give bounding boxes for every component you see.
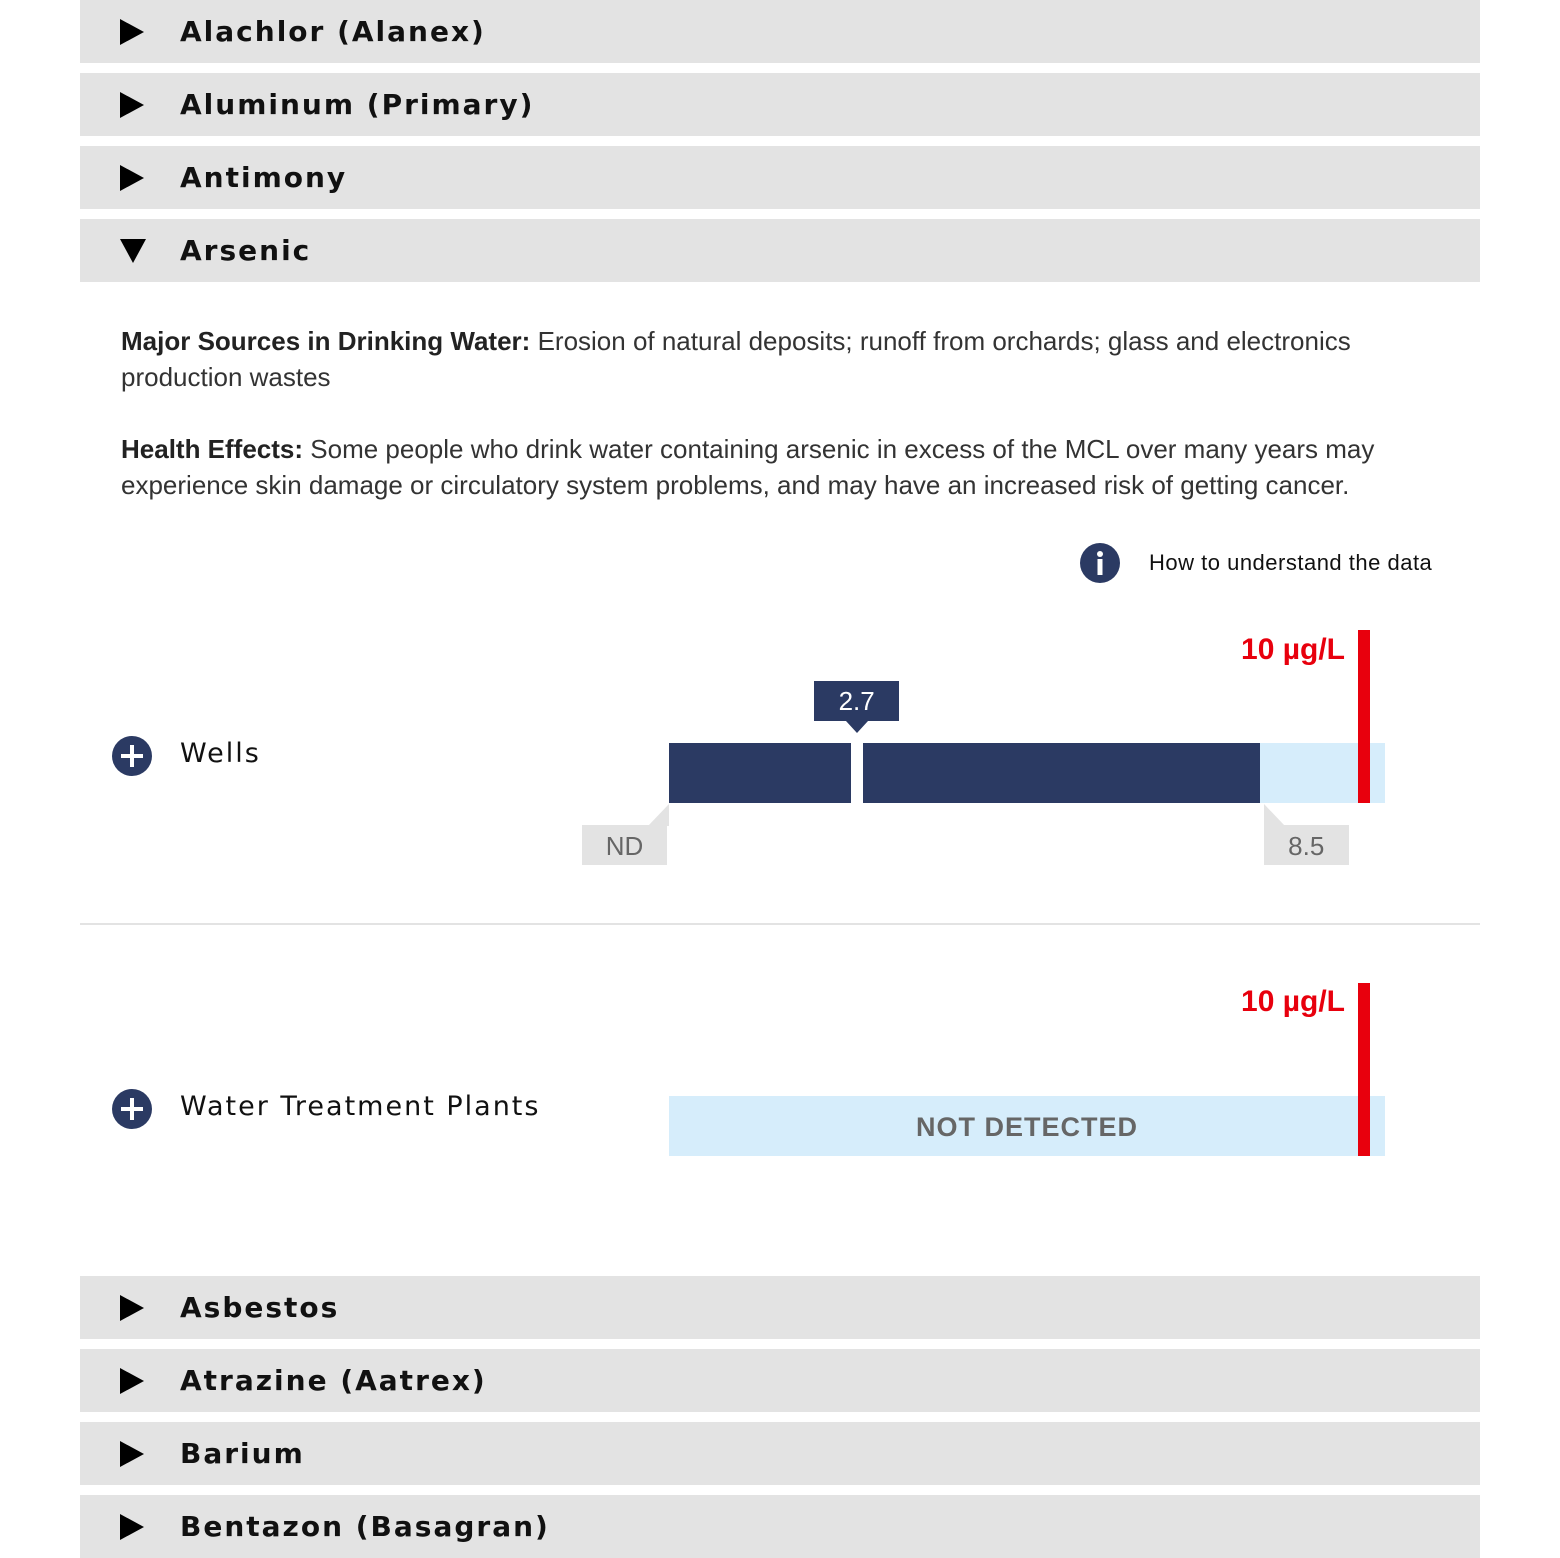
triangle-down-icon: [120, 239, 146, 263]
min-label: ND: [582, 825, 667, 865]
row-label: Wells: [180, 738, 261, 769]
health-effects-label: Health Effects:: [121, 434, 304, 464]
triangle-right-icon: [120, 165, 144, 191]
triangle-right-icon: [120, 19, 144, 45]
mcl-label: 10 µg/L: [1241, 633, 1345, 666]
triangle-right-icon: [120, 1514, 144, 1540]
accordion-title: Arsenic: [180, 234, 312, 267]
max-label: 8.5: [1264, 825, 1349, 865]
row-divider: [80, 923, 1480, 925]
median-label: 2.7: [814, 681, 899, 721]
accordion-header-bentazon[interactable]: [80, 1495, 1480, 1558]
median-marker: [851, 743, 863, 803]
major-sources-text: [121, 323, 1441, 395]
mcl-line: [1358, 630, 1370, 803]
accordion-header-barium[interactable]: [80, 1422, 1480, 1485]
accordion-title: Antimony: [180, 161, 348, 194]
accordion-header-antimony[interactable]: [80, 146, 1480, 209]
major-sources-label: Major Sources in Drinking Water:: [121, 326, 531, 356]
max-flag: [1264, 804, 1285, 826]
triangle-right-icon: [120, 1368, 144, 1394]
range-bar: [669, 743, 1260, 803]
accordion-title: Alachlor (Alanex): [180, 15, 486, 48]
accordion-header-atrazine[interactable]: [80, 1349, 1480, 1412]
not-detected-label: NOT DETECTED: [915, 1112, 1138, 1142]
accordion-header-asbestos[interactable]: [80, 1276, 1480, 1339]
accordion-title: Atrazine (Aatrex): [180, 1364, 487, 1397]
accordion-title: Bentazon (Basagran): [180, 1510, 550, 1543]
mcl-line: [1358, 983, 1370, 1156]
accordion-title: Barium: [180, 1437, 305, 1470]
accordion-title: Asbestos: [180, 1291, 340, 1324]
accordion-header-alachlor[interactable]: [80, 0, 1480, 63]
accordion-header-aluminum[interactable]: [80, 73, 1480, 136]
how-to-understand-text: How to understand the data: [1149, 550, 1433, 575]
row-label: Water Treatment Plants: [180, 1091, 541, 1122]
triangle-right-icon: [120, 1295, 144, 1321]
min-flag: [648, 804, 669, 826]
major-sources-value: Erosion of natural deposits; runoff from orchards; glass and electronics production wastes: [121, 326, 1351, 392]
accordion-title: Aluminum (Primary): [180, 88, 535, 121]
plus-icon: [110, 1087, 154, 1131]
range-track: [669, 1096, 1385, 1156]
mcl-label: 10 µg/L: [1241, 985, 1345, 1018]
plus-icon: [110, 734, 154, 778]
info-icon: [1080, 543, 1120, 583]
health-effects-text: [121, 431, 1441, 503]
triangle-right-icon: [120, 1441, 144, 1467]
health-effects-value: Some people who drink water containing arsenic in excess of the MCL over many years may experience skin damage or circulatory system problems, and may have an increased risk of getting cancer.: [121, 434, 1375, 500]
accordion-header-arsenic[interactable]: [80, 219, 1480, 282]
range-track: [669, 686, 1385, 803]
triangle-right-icon: [120, 92, 144, 118]
